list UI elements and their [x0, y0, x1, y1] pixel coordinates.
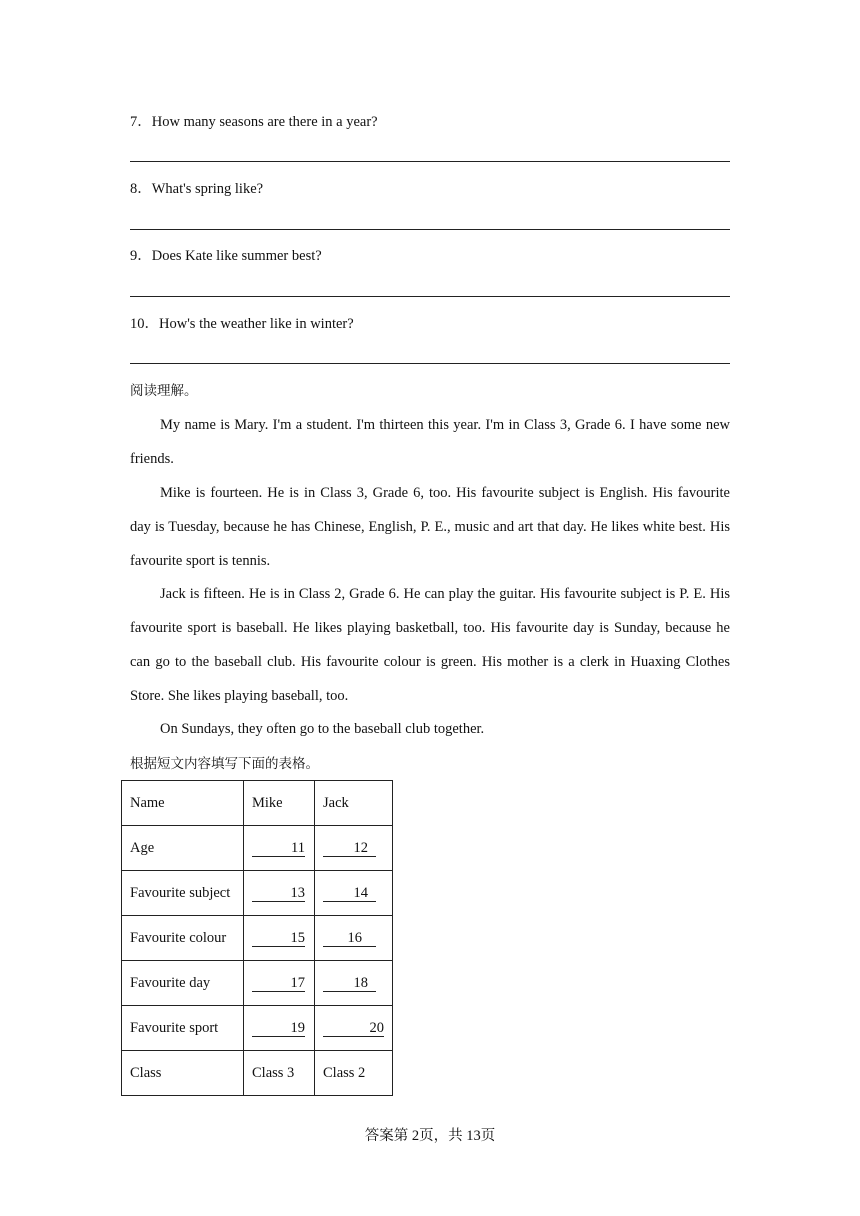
table-header-row	[122, 781, 393, 826]
answer-line-10	[130, 363, 730, 364]
question-8: 8．What's spring like?	[130, 181, 264, 197]
row-label: Age	[122, 826, 244, 871]
blank-17[interactable]: 17	[252, 976, 305, 992]
question-9: 9．Does Kate like summer best?	[130, 248, 322, 264]
page-footer: 答案第 2页，共 13页	[364, 1128, 496, 1144]
answer-line-8	[130, 229, 730, 230]
row-label: Favourite sport	[122, 1006, 244, 1051]
question-10: 10．How's the weather like in winter?	[130, 316, 354, 332]
header-name: Name	[122, 781, 244, 826]
blank-19[interactable]: 19	[252, 1021, 305, 1037]
jack-class: Class 2	[315, 1051, 393, 1096]
table-row	[122, 961, 393, 1006]
row-label: Favourite day	[122, 961, 244, 1006]
row-label: Class	[122, 1051, 244, 1096]
question-text: How's the weather like in winter?	[159, 316, 354, 332]
header-mike: Mike	[244, 781, 315, 826]
question-number: 9	[130, 248, 138, 264]
blank-15[interactable]: 15	[252, 931, 305, 947]
blank-16[interactable]: 16	[323, 931, 376, 947]
question-7: 7．How many seasons are there in a year?	[130, 114, 378, 130]
blank-13[interactable]: 13	[252, 886, 305, 902]
answer-table	[121, 780, 393, 1096]
mike-class: Class 3	[244, 1051, 315, 1096]
table-instruction: 根据短文内容填写下面的表格。	[130, 756, 319, 772]
reading-heading: 阅读理解。	[130, 383, 198, 399]
answer-line-7	[130, 161, 730, 162]
table-row	[122, 916, 393, 961]
table-row	[122, 826, 393, 871]
blank-20[interactable]: 20	[323, 1021, 384, 1037]
header-jack: Jack	[315, 781, 393, 826]
table-row	[122, 1051, 393, 1096]
row-label: Favourite subject	[122, 871, 244, 916]
answer-line-9	[130, 296, 730, 297]
question-text: Does Kate like summer best?	[151, 248, 322, 264]
reading-paragraph-1: My name is Mary. I'm a student. I'm thirteen this year. I'm in Class 3, Grade 6. I have some new friends.	[130, 417, 730, 467]
blank-12[interactable]: 12	[323, 841, 376, 857]
reading-paragraph-4: On Sundays, they often go to the baseball club together.	[160, 721, 485, 737]
question-text: What's spring like?	[151, 181, 264, 197]
row-label: Favourite colour	[122, 916, 244, 961]
reading-paragraph-3: Jack is fifteen. He is in Class 2, Grade 6. He can play the guitar. His favourite subject is P. E. His favourite sport is baseball. He likes playing basketball, too. His favourite day is Sunday, because he can go to the baseball club. His favourite colour is green. His mother is a clerk in Huaxing Clothes Store. She likes playing baseball, too.	[130, 586, 730, 704]
question-text: How many seasons are there in a year?	[151, 114, 378, 130]
table-row	[122, 1006, 393, 1051]
question-number: 8	[130, 181, 138, 197]
table-row	[122, 871, 393, 916]
question-number: 7	[130, 114, 138, 130]
blank-11[interactable]: 11	[252, 841, 305, 857]
blank-18[interactable]: 18	[323, 976, 376, 992]
blank-14[interactable]: 14	[323, 886, 376, 902]
reading-paragraph-2: Mike is fourteen. He is in Class 3, Grade 6, too. His favourite subject is English. His favourite day is Tuesday, because he has Chinese, English, P. E., music and art that day. He likes white best. His favourite sport is tennis.	[130, 485, 730, 569]
question-number: 10	[130, 316, 145, 332]
